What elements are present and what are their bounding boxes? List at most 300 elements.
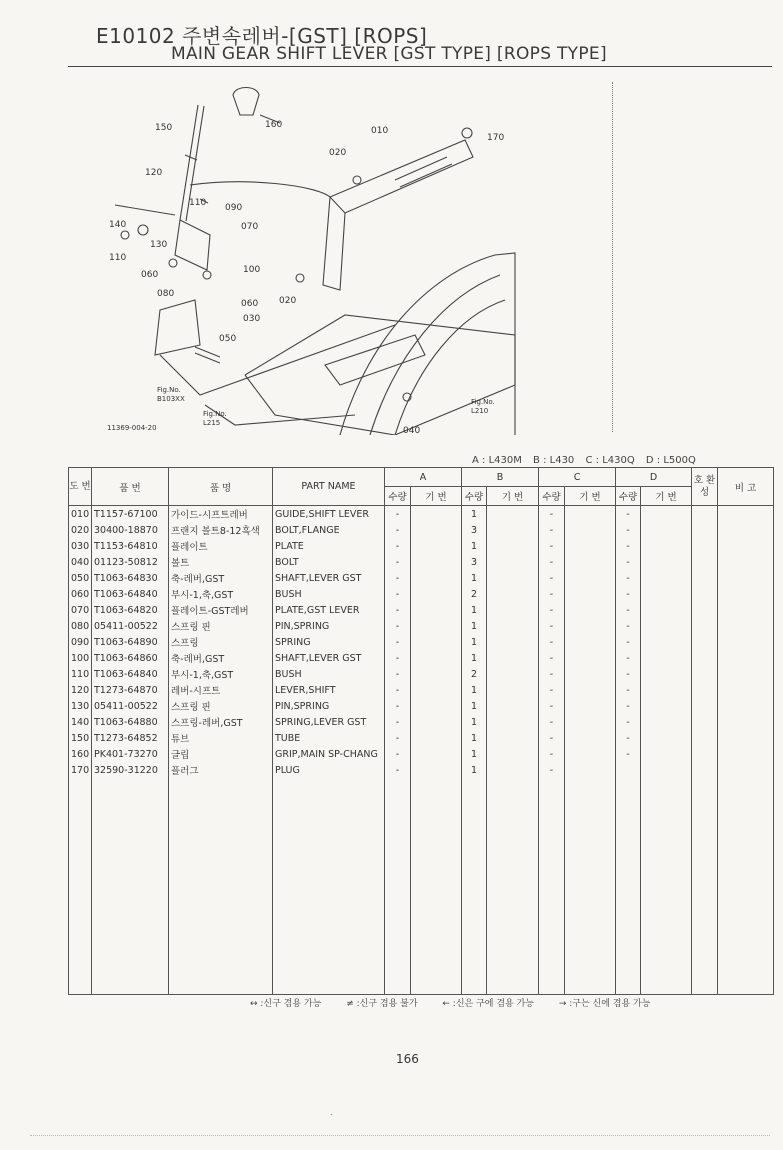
cell-empty bbox=[487, 554, 539, 570]
title-korean: E10102 주변속레버-[GST] [ROPS] bbox=[96, 24, 428, 48]
header-group-d: D bbox=[616, 468, 692, 487]
cell-d: - bbox=[616, 682, 641, 698]
cell-empty bbox=[411, 714, 462, 730]
cell-empty bbox=[718, 586, 774, 602]
cell-empty bbox=[411, 522, 462, 538]
cell-b: 1 bbox=[462, 714, 487, 730]
cell-empty bbox=[692, 666, 718, 682]
cell-b: 3 bbox=[462, 554, 487, 570]
table-row bbox=[69, 698, 774, 714]
cell-part-name: PIN,SPRING bbox=[273, 618, 385, 634]
cell-ref: 150 bbox=[69, 730, 92, 746]
cell-part-no: 05411-00522 bbox=[92, 618, 169, 634]
cell-part-name: PLATE,GST LEVER bbox=[273, 602, 385, 618]
header-qty: 수량 bbox=[539, 487, 565, 506]
header-group-b: B bbox=[462, 468, 539, 487]
cell-d: - bbox=[616, 554, 641, 570]
table-row bbox=[69, 586, 774, 602]
cell-c: - bbox=[539, 730, 565, 746]
cell-empty bbox=[411, 666, 462, 682]
table-row bbox=[69, 506, 774, 523]
cell-empty bbox=[487, 522, 539, 538]
cell-ref: 020 bbox=[69, 522, 92, 538]
cell-part-no: T1063-64860 bbox=[92, 650, 169, 666]
cell-d bbox=[616, 762, 641, 778]
callout-150: 150 bbox=[155, 123, 173, 133]
cell-name-ko: 볼트 bbox=[169, 554, 273, 570]
link-rod bbox=[190, 182, 330, 197]
cell-empty bbox=[718, 682, 774, 698]
cell-ref: 040 bbox=[69, 554, 92, 570]
fig-ref-b103-code: B103XX bbox=[157, 395, 185, 403]
cell-ref: 080 bbox=[69, 618, 92, 634]
fig-ref-l215: Fig.No. bbox=[203, 410, 227, 418]
fender-outline bbox=[340, 253, 515, 435]
cell-empty bbox=[718, 602, 774, 618]
cell-empty bbox=[692, 682, 718, 698]
cell-empty bbox=[641, 506, 692, 523]
table-row bbox=[69, 618, 774, 634]
cell-empty bbox=[411, 538, 462, 554]
cell-empty bbox=[411, 698, 462, 714]
cell-b: 1 bbox=[462, 746, 487, 762]
cell-a: - bbox=[385, 522, 411, 538]
cell-name-ko: 플러그 bbox=[169, 762, 273, 778]
cell-ref: 160 bbox=[69, 746, 92, 762]
cell-name-ko: 플레이트 bbox=[169, 538, 273, 554]
cell-empty bbox=[641, 762, 692, 778]
cell-empty bbox=[411, 554, 462, 570]
cell-part-name: PIN,SPRING bbox=[273, 698, 385, 714]
cell-c: - bbox=[539, 746, 565, 762]
cell-name-ko: 가이드-시프트레버 bbox=[169, 506, 273, 523]
cell-ref: 140 bbox=[69, 714, 92, 730]
cell-empty bbox=[487, 698, 539, 714]
cell-name-ko: 스프링 bbox=[169, 634, 273, 650]
cell-empty bbox=[641, 714, 692, 730]
cell-ref: 110 bbox=[69, 666, 92, 682]
grip-knob bbox=[233, 88, 259, 116]
cell-b: 1 bbox=[462, 698, 487, 714]
cell-empty bbox=[565, 650, 616, 666]
cell-part-no: PK401-73270 bbox=[92, 746, 169, 762]
cell-c: - bbox=[539, 554, 565, 570]
cell-empty bbox=[565, 570, 616, 586]
cell-ref: 030 bbox=[69, 538, 92, 554]
header-qty: 수량 bbox=[462, 487, 487, 506]
cell-empty bbox=[641, 570, 692, 586]
drawing-code: 11369-004-20 bbox=[107, 424, 157, 432]
legend-item: ← :신은 구에 겸용 가능 bbox=[442, 999, 534, 1009]
cell-name-ko: 축-레버,GST bbox=[169, 650, 273, 666]
fig-leader bbox=[160, 325, 395, 425]
legend-item: ↔ :신구 겸용 가능 bbox=[250, 999, 322, 1009]
cell-empty bbox=[718, 618, 774, 634]
cell-empty bbox=[692, 762, 718, 778]
cell-empty bbox=[411, 634, 462, 650]
compatibility-legend bbox=[250, 996, 672, 1009]
cell-ref: 010 bbox=[69, 506, 92, 523]
cell-empty bbox=[692, 602, 718, 618]
callout-080: 080 bbox=[157, 289, 175, 299]
cell-empty bbox=[565, 762, 616, 778]
fig-ref-b103: Fig.No. bbox=[157, 386, 181, 394]
cell-part-name: SPRING bbox=[273, 634, 385, 650]
cell-name-ko: 프랜지 볼트8-12흑색 bbox=[169, 522, 273, 538]
callout-020: 020 bbox=[329, 148, 347, 158]
table-row bbox=[69, 554, 774, 570]
cell-b: 1 bbox=[462, 762, 487, 778]
cell-name-ko: 튜브 bbox=[169, 730, 273, 746]
cell-empty bbox=[641, 650, 692, 666]
cell-ref: 090 bbox=[69, 634, 92, 650]
cell-d: - bbox=[616, 730, 641, 746]
cell-c: - bbox=[539, 522, 565, 538]
cell-a: - bbox=[385, 586, 411, 602]
header-remarks: 비 고 bbox=[718, 468, 774, 506]
cell-part-no: T1063-64890 bbox=[92, 634, 169, 650]
cell-name-ko: 스프링 핀 bbox=[169, 618, 273, 634]
cell-part-name: TUBE bbox=[273, 730, 385, 746]
cell-d: - bbox=[616, 506, 641, 523]
cell-d: - bbox=[616, 714, 641, 730]
header-part-name: PART NAME bbox=[273, 468, 385, 506]
cell-c: - bbox=[539, 506, 565, 523]
cell-name-ko: 스프링-레버,GST bbox=[169, 714, 273, 730]
cell-part-name: BUSH bbox=[273, 586, 385, 602]
cell-empty bbox=[487, 650, 539, 666]
table-row bbox=[69, 650, 774, 666]
scan-dot: . bbox=[330, 1108, 333, 1117]
cell-empty bbox=[641, 682, 692, 698]
guide-plate bbox=[330, 140, 473, 213]
cell-empty bbox=[565, 682, 616, 698]
cell-ref: 060 bbox=[69, 586, 92, 602]
cell-empty bbox=[565, 602, 616, 618]
cell-empty bbox=[641, 602, 692, 618]
cell-ref: 120 bbox=[69, 682, 92, 698]
callout-010: 010 bbox=[371, 126, 389, 136]
cell-d: - bbox=[616, 538, 641, 554]
cell-name-ko: 부시-1,축,GST bbox=[169, 666, 273, 682]
cell-part-name: BUSH bbox=[273, 666, 385, 682]
cell-b: 2 bbox=[462, 666, 487, 682]
table-filler-row bbox=[69, 778, 774, 995]
cell-c: - bbox=[539, 698, 565, 714]
title-english: MAIN GEAR SHIFT LEVER [GST TYPE] [ROPS TYPE] bbox=[171, 44, 607, 64]
cell-empty bbox=[718, 538, 774, 554]
model-c: C : L430Q bbox=[585, 455, 635, 466]
cell-c: - bbox=[539, 570, 565, 586]
cell-empty bbox=[718, 570, 774, 586]
cell-empty bbox=[692, 746, 718, 762]
cell-empty bbox=[462, 778, 487, 995]
cell-c: - bbox=[539, 618, 565, 634]
cell-b: 1 bbox=[462, 650, 487, 666]
bush-060b bbox=[203, 271, 211, 279]
cell-b: 1 bbox=[462, 682, 487, 698]
cell-empty bbox=[487, 778, 539, 995]
cell-part-name: GUIDE,SHIFT LEVER bbox=[273, 506, 385, 523]
cell-empty bbox=[692, 698, 718, 714]
header-code: 기 번 bbox=[641, 487, 692, 506]
table-row bbox=[69, 762, 774, 778]
cell-empty bbox=[692, 650, 718, 666]
cell-part-no: 30400-18870 bbox=[92, 522, 169, 538]
cell-empty bbox=[487, 730, 539, 746]
cell-empty bbox=[692, 538, 718, 554]
parts-illustration bbox=[95, 85, 615, 435]
cell-b: 1 bbox=[462, 538, 487, 554]
table-row bbox=[69, 538, 774, 554]
cell-empty bbox=[411, 586, 462, 602]
header-qty: 수량 bbox=[616, 487, 641, 506]
callout-060: 060 bbox=[141, 270, 159, 280]
cell-empty bbox=[565, 586, 616, 602]
cell-empty bbox=[565, 778, 616, 995]
callout-050: 050 bbox=[219, 334, 237, 344]
cell-empty bbox=[641, 778, 692, 995]
callout-060b: 060 bbox=[241, 299, 259, 309]
cell-d: - bbox=[616, 666, 641, 682]
cell-empty bbox=[539, 778, 565, 995]
cell-empty bbox=[641, 618, 692, 634]
cell-empty bbox=[411, 650, 462, 666]
cell-part-no: 01123-50812 bbox=[92, 554, 169, 570]
cell-empty bbox=[411, 506, 462, 523]
cell-d: - bbox=[616, 746, 641, 762]
cell-empty bbox=[718, 762, 774, 778]
header-compat: 호 환 성 bbox=[692, 468, 718, 506]
guide-slot bbox=[395, 157, 452, 187]
callout-140: 140 bbox=[109, 220, 127, 230]
table-row bbox=[69, 714, 774, 730]
cell-c: - bbox=[539, 602, 565, 618]
cell-a: - bbox=[385, 762, 411, 778]
cell-empty bbox=[616, 778, 641, 995]
cell-part-no: T1157-67100 bbox=[92, 506, 169, 523]
model-b: B : L430 bbox=[533, 455, 575, 466]
cell-empty bbox=[487, 666, 539, 682]
callout-090: 090 bbox=[225, 203, 243, 213]
cell-d: - bbox=[616, 522, 641, 538]
table-row bbox=[69, 602, 774, 618]
cell-empty bbox=[411, 618, 462, 634]
cell-part-name: SPRING,LEVER GST bbox=[273, 714, 385, 730]
cell-part-no: T1063-64880 bbox=[92, 714, 169, 730]
lever-plate bbox=[175, 220, 210, 270]
cell-c: - bbox=[539, 682, 565, 698]
cell-a: - bbox=[385, 698, 411, 714]
cell-name-ko: 플레이트-GST레버 bbox=[169, 602, 273, 618]
cell-part-no: 32590-31220 bbox=[92, 762, 169, 778]
cell-empty bbox=[565, 746, 616, 762]
cell-empty bbox=[169, 778, 273, 995]
cell-ref: 070 bbox=[69, 602, 92, 618]
cell-empty bbox=[692, 618, 718, 634]
parts-table-body bbox=[69, 506, 774, 995]
cell-b: 1 bbox=[462, 634, 487, 650]
illustration-divider bbox=[612, 82, 613, 432]
cell-empty bbox=[692, 730, 718, 746]
cell-name-ko: 부시-1,축,GST bbox=[169, 586, 273, 602]
cell-empty bbox=[565, 506, 616, 523]
callout-120: 120 bbox=[145, 168, 163, 178]
cell-a: - bbox=[385, 570, 411, 586]
cell-part-no: T1063-64830 bbox=[92, 570, 169, 586]
cell-c: - bbox=[539, 650, 565, 666]
cell-empty bbox=[487, 570, 539, 586]
cell-empty bbox=[411, 746, 462, 762]
cell-empty bbox=[718, 634, 774, 650]
cell-empty bbox=[565, 618, 616, 634]
fig-ref-l215-code: L215 bbox=[203, 419, 221, 427]
cell-empty bbox=[641, 538, 692, 554]
cell-d: - bbox=[616, 570, 641, 586]
cell-empty bbox=[92, 778, 169, 995]
cell-ref: 130 bbox=[69, 698, 92, 714]
cell-a: - bbox=[385, 682, 411, 698]
cell-empty bbox=[641, 746, 692, 762]
cell-ref: 170 bbox=[69, 762, 92, 778]
callout-020b: 020 bbox=[279, 296, 297, 306]
legend-item: ≠ :신구 겸용 불가 bbox=[346, 999, 418, 1009]
cell-empty bbox=[718, 778, 774, 995]
cell-b: 1 bbox=[462, 618, 487, 634]
cell-empty bbox=[411, 762, 462, 778]
bolt-020b bbox=[296, 274, 304, 282]
bush-110 bbox=[121, 231, 129, 239]
cell-c: - bbox=[539, 714, 565, 730]
header-rule bbox=[68, 66, 772, 67]
cell-name-ko: 스프링 핀 bbox=[169, 698, 273, 714]
cell-empty bbox=[273, 778, 385, 995]
cell-d: - bbox=[616, 618, 641, 634]
fig-ref-l210-code: L210 bbox=[471, 407, 489, 415]
cell-part-no: T1273-64870 bbox=[92, 682, 169, 698]
cell-empty bbox=[692, 634, 718, 650]
cell-part-name: LEVER,SHIFT bbox=[273, 682, 385, 698]
cell-empty bbox=[718, 698, 774, 714]
legend-item: → :구는 신에 겸용 가능 bbox=[558, 999, 651, 1009]
cell-part-name: PLATE bbox=[273, 538, 385, 554]
fig-ref-l210: Fig.No. bbox=[471, 398, 495, 406]
cell-empty bbox=[565, 522, 616, 538]
cell-c: - bbox=[539, 538, 565, 554]
cell-b: 3 bbox=[462, 522, 487, 538]
plug-170 bbox=[462, 128, 472, 138]
cell-empty bbox=[641, 634, 692, 650]
table-row bbox=[69, 666, 774, 682]
cell-part-no: T1153-64810 bbox=[92, 538, 169, 554]
cell-empty bbox=[565, 554, 616, 570]
scan-edge bbox=[30, 1135, 770, 1139]
cell-part-name: BOLT,FLANGE bbox=[273, 522, 385, 538]
cell-c: - bbox=[539, 634, 565, 650]
cell-empty bbox=[718, 506, 774, 523]
cell-name-ko: 축-레버,GST bbox=[169, 570, 273, 586]
cell-a: - bbox=[385, 666, 411, 682]
cell-a: - bbox=[385, 746, 411, 762]
cell-empty bbox=[69, 778, 92, 995]
cell-b: 1 bbox=[462, 506, 487, 523]
fender-rib bbox=[395, 300, 505, 435]
cell-ref: 100 bbox=[69, 650, 92, 666]
header-part-no: 품 번 bbox=[92, 468, 169, 506]
cell-empty bbox=[692, 506, 718, 523]
cell-empty bbox=[641, 522, 692, 538]
cell-b: 1 bbox=[462, 570, 487, 586]
cell-empty bbox=[718, 554, 774, 570]
table-row bbox=[69, 682, 774, 698]
bolt-020 bbox=[353, 176, 361, 184]
cell-empty bbox=[565, 698, 616, 714]
cell-empty bbox=[692, 778, 718, 995]
cell-a: - bbox=[385, 634, 411, 650]
cell-b: 2 bbox=[462, 586, 487, 602]
lower-plate bbox=[155, 300, 200, 355]
cell-empty bbox=[487, 618, 539, 634]
cell-empty bbox=[411, 778, 462, 995]
cell-part-no: 05411-00522 bbox=[92, 698, 169, 714]
cell-empty bbox=[692, 586, 718, 602]
cell-empty bbox=[718, 650, 774, 666]
cell-empty bbox=[411, 570, 462, 586]
spring-140 bbox=[138, 225, 148, 235]
cell-d: - bbox=[616, 698, 641, 714]
cell-empty bbox=[641, 730, 692, 746]
cell-c: - bbox=[539, 762, 565, 778]
cell-a: - bbox=[385, 730, 411, 746]
cell-part-name: GRIP,MAIN SP-CHANG bbox=[273, 746, 385, 762]
cell-empty bbox=[718, 522, 774, 538]
parts-table bbox=[68, 467, 774, 995]
callout-160: 160 bbox=[265, 120, 283, 130]
cell-c: - bbox=[539, 666, 565, 682]
cell-a: - bbox=[385, 650, 411, 666]
cell-empty bbox=[718, 666, 774, 682]
cell-a: - bbox=[385, 506, 411, 523]
table-row bbox=[69, 730, 774, 746]
header-group-a: A bbox=[385, 468, 462, 487]
table-row bbox=[69, 634, 774, 650]
cell-d: - bbox=[616, 586, 641, 602]
cell-empty bbox=[487, 586, 539, 602]
callout-070: 070 bbox=[241, 222, 259, 232]
header-code: 기 번 bbox=[565, 487, 616, 506]
cell-empty bbox=[487, 538, 539, 554]
callout-040: 040 bbox=[403, 426, 421, 435]
cell-empty bbox=[385, 778, 411, 995]
callout-110: 110 bbox=[189, 198, 207, 208]
cell-empty bbox=[487, 714, 539, 730]
cell-part-name: SHAFT,LEVER GST bbox=[273, 570, 385, 586]
cell-empty bbox=[692, 714, 718, 730]
header-ref: 도 번 bbox=[69, 468, 92, 506]
cell-part-name: PLUG bbox=[273, 762, 385, 778]
cell-empty bbox=[565, 730, 616, 746]
cell-a: - bbox=[385, 714, 411, 730]
cell-empty bbox=[692, 570, 718, 586]
cell-empty bbox=[487, 762, 539, 778]
model-d: D : L500Q bbox=[645, 455, 696, 466]
cell-empty bbox=[641, 554, 692, 570]
header-code: 기 번 bbox=[487, 487, 539, 506]
cell-a: - bbox=[385, 618, 411, 634]
cell-empty bbox=[565, 634, 616, 650]
cell-empty bbox=[487, 634, 539, 650]
header-group-c: C bbox=[539, 468, 616, 487]
